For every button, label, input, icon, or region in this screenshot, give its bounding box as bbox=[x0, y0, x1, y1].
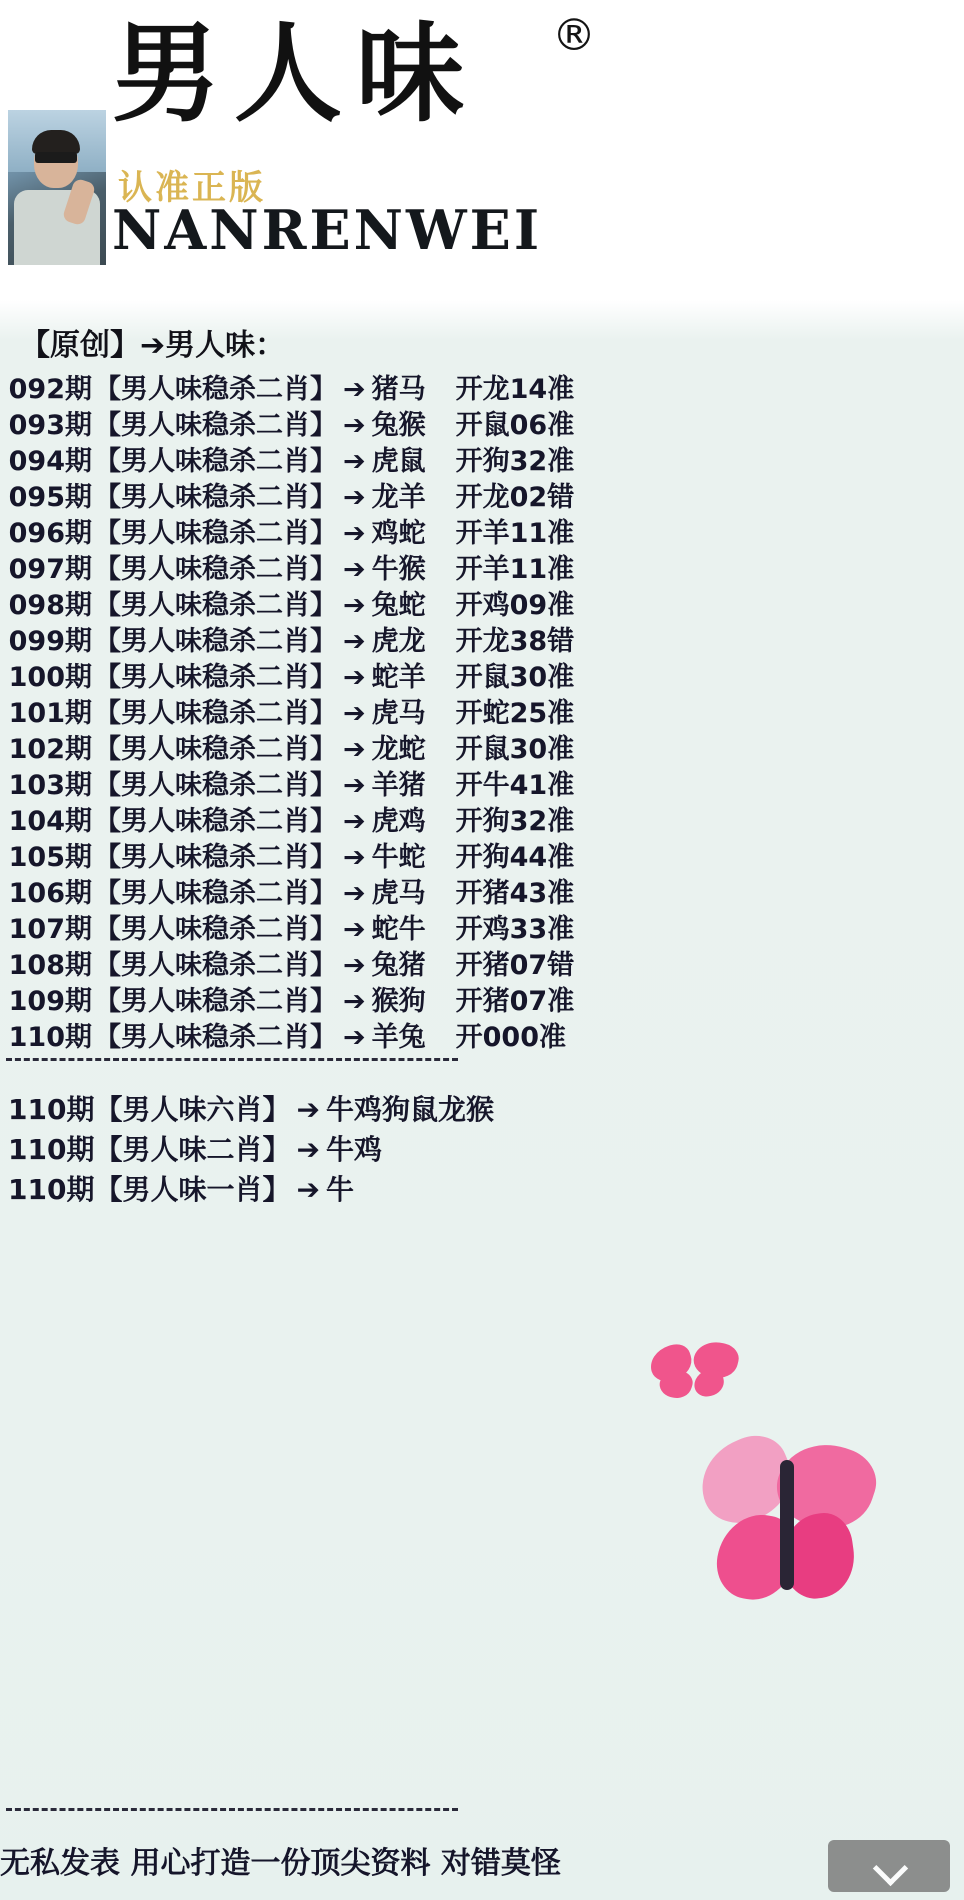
row-tag: 【男人味稳杀二肖】 bbox=[94, 950, 337, 981]
table-row bbox=[0, 408, 964, 444]
summary-pick: 牛鸡 bbox=[325, 1133, 382, 1166]
row-issue: 098期 bbox=[8, 590, 92, 621]
row-tag: 【男人味稳杀二肖】 bbox=[94, 842, 337, 873]
table-row bbox=[0, 768, 964, 804]
row-tag: 【男人味稳杀二肖】 bbox=[94, 446, 337, 477]
butterfly-icon bbox=[650, 1340, 740, 1410]
row-pick: 虎鼠 bbox=[371, 446, 426, 477]
table-row bbox=[0, 876, 964, 912]
row-result: 开猪43准 bbox=[455, 878, 575, 909]
table-row bbox=[0, 1020, 964, 1056]
arrow-icon: ➔ bbox=[296, 1093, 320, 1126]
row-pick: 龙羊 bbox=[371, 482, 426, 513]
row-result: 开狗44准 bbox=[455, 842, 575, 873]
row-pick: 兔蛇 bbox=[371, 590, 426, 621]
row-result: 开000准 bbox=[455, 1022, 566, 1053]
row-issue: 106期 bbox=[8, 878, 92, 909]
row-tag: 【男人味稳杀二肖】 bbox=[94, 554, 337, 585]
table-row bbox=[0, 840, 964, 876]
summary-list bbox=[0, 1090, 964, 1210]
summary-tag: 【男人味六肖】 bbox=[94, 1093, 291, 1126]
butterfly-icon bbox=[700, 1440, 880, 1640]
arrow-icon: ➔ bbox=[343, 518, 366, 549]
row-issue: 108期 bbox=[8, 950, 92, 981]
row-issue: 094期 bbox=[8, 446, 92, 477]
table-row bbox=[0, 660, 964, 696]
summary-issue: 110期 bbox=[8, 1173, 95, 1206]
row-issue: 099期 bbox=[8, 626, 92, 657]
avatar bbox=[8, 110, 106, 265]
row-issue: 104期 bbox=[8, 806, 92, 837]
summary-issue: 110期 bbox=[8, 1133, 95, 1166]
avatar-hair bbox=[32, 130, 80, 154]
site-header bbox=[0, 0, 964, 290]
list-item bbox=[0, 1130, 964, 1170]
sunglasses-icon bbox=[35, 152, 77, 163]
row-tag: 【男人味稳杀二肖】 bbox=[94, 914, 337, 945]
row-issue: 109期 bbox=[8, 986, 92, 1017]
row-result: 开龙38错 bbox=[455, 626, 575, 657]
row-pick: 蛇牛 bbox=[371, 914, 426, 945]
arrow-icon: ➔ bbox=[343, 734, 366, 765]
row-pick: 龙蛇 bbox=[371, 734, 426, 765]
row-issue: 103期 bbox=[8, 770, 92, 801]
table-row bbox=[0, 372, 964, 408]
section-divider bbox=[6, 1058, 458, 1061]
summary-tag: 【男人味二肖】 bbox=[94, 1133, 291, 1166]
table-row bbox=[0, 444, 964, 480]
row-tag: 【男人味稳杀二肖】 bbox=[94, 986, 337, 1017]
registered-trademark-icon: ® bbox=[552, 10, 596, 61]
row-issue: 092期 bbox=[8, 374, 92, 405]
row-tag: 【男人味稳杀二肖】 bbox=[94, 770, 337, 801]
arrow-icon: ➔ bbox=[343, 1022, 366, 1053]
table-row bbox=[0, 984, 964, 1020]
summary-issue: 110期 bbox=[8, 1093, 95, 1126]
row-result: 开龙02错 bbox=[455, 482, 575, 513]
row-pick: 蛇羊 bbox=[371, 662, 426, 693]
row-pick: 虎龙 bbox=[371, 626, 426, 657]
row-tag: 【男人味稳杀二肖】 bbox=[94, 590, 337, 621]
row-tag: 【男人味稳杀二肖】 bbox=[94, 374, 337, 405]
table-row bbox=[0, 480, 964, 516]
row-pick: 虎鸡 bbox=[371, 806, 426, 837]
table-row bbox=[0, 696, 964, 732]
table-row bbox=[0, 552, 964, 588]
page-title: 【原创】➔男人味： bbox=[20, 328, 286, 363]
list-item bbox=[0, 1090, 964, 1130]
arrow-icon: ➔ bbox=[343, 554, 366, 585]
row-tag: 【男人味稳杀二肖】 bbox=[94, 806, 337, 837]
row-result: 开鸡33准 bbox=[455, 914, 575, 945]
row-result: 开龙14准 bbox=[455, 374, 575, 405]
arrow-icon: ➔ bbox=[343, 374, 366, 405]
row-issue: 100期 bbox=[8, 662, 92, 693]
arrow-icon: ➔ bbox=[343, 842, 366, 873]
row-result: 开蛇25准 bbox=[455, 698, 575, 729]
arrow-icon: ➔ bbox=[343, 590, 366, 621]
arrow-icon: ➔ bbox=[343, 410, 366, 441]
row-result: 开猪07错 bbox=[455, 950, 575, 981]
row-pick: 虎马 bbox=[371, 698, 426, 729]
table-row bbox=[0, 804, 964, 840]
row-pick: 羊兔 bbox=[371, 1022, 426, 1053]
summary-tag: 【男人味一肖】 bbox=[94, 1173, 291, 1206]
arrow-icon: ➔ bbox=[343, 950, 366, 981]
footer-divider bbox=[6, 1808, 458, 1811]
row-result: 开鸡09准 bbox=[455, 590, 575, 621]
arrow-icon: ➔ bbox=[343, 662, 366, 693]
arrow-icon: ➔ bbox=[296, 1173, 320, 1206]
arrow-icon: ➔ bbox=[296, 1133, 320, 1166]
row-result: 开狗32准 bbox=[455, 806, 575, 837]
summary-pick: 牛 bbox=[325, 1173, 354, 1206]
row-tag: 【男人味稳杀二肖】 bbox=[94, 410, 337, 441]
row-pick: 牛蛇 bbox=[371, 842, 426, 873]
row-result: 开鼠30准 bbox=[455, 662, 575, 693]
arrow-icon: ➔ bbox=[343, 698, 366, 729]
arrow-icon: ➔ bbox=[343, 806, 366, 837]
row-result: 开鼠30准 bbox=[455, 734, 575, 765]
row-issue: 097期 bbox=[8, 554, 92, 585]
row-tag: 【男人味稳杀二肖】 bbox=[94, 734, 337, 765]
row-issue: 102期 bbox=[8, 734, 92, 765]
arrow-icon: ➔ bbox=[343, 770, 366, 801]
table-row bbox=[0, 516, 964, 552]
row-result: 开鼠06准 bbox=[455, 410, 575, 441]
arrow-icon: ➔ bbox=[343, 986, 366, 1017]
table-row bbox=[0, 948, 964, 984]
row-result: 开猪07准 bbox=[455, 986, 575, 1017]
row-pick: 猪马 bbox=[371, 374, 426, 405]
row-pick: 羊猪 bbox=[371, 770, 426, 801]
row-tag: 【男人味稳杀二肖】 bbox=[94, 698, 337, 729]
row-issue: 096期 bbox=[8, 518, 92, 549]
row-issue: 110期 bbox=[8, 1022, 92, 1053]
row-tag: 【男人味稳杀二肖】 bbox=[94, 482, 337, 513]
row-tag: 【男人味稳杀二肖】 bbox=[94, 662, 337, 693]
logo-chinese-title: 男人味 bbox=[112, 12, 479, 137]
arrow-icon: ➔ bbox=[343, 482, 366, 513]
row-tag: 【男人味稳杀二肖】 bbox=[94, 626, 337, 657]
row-result: 开狗32准 bbox=[455, 446, 575, 477]
row-tag: 【男人味稳杀二肖】 bbox=[94, 878, 337, 909]
table-row bbox=[0, 732, 964, 768]
row-result: 开牛41准 bbox=[455, 770, 575, 801]
arrow-icon: ➔ bbox=[343, 446, 366, 477]
row-pick: 鸡蛇 bbox=[371, 518, 426, 549]
row-pick: 牛猴 bbox=[371, 554, 426, 585]
scroll-down-button[interactable] bbox=[828, 1840, 950, 1892]
row-issue: 101期 bbox=[8, 698, 92, 729]
table-row bbox=[0, 624, 964, 660]
footer-note: 无私发表 用心打造一份顶尖资料 对错莫怪 bbox=[0, 1846, 561, 1881]
row-tag: 【男人味稳杀二肖】 bbox=[94, 1022, 337, 1053]
row-result: 开羊11准 bbox=[455, 554, 575, 585]
row-pick: 虎马 bbox=[371, 878, 426, 909]
arrow-icon: ➔ bbox=[343, 878, 366, 909]
row-pick: 兔猪 bbox=[371, 950, 426, 981]
table-row bbox=[0, 588, 964, 624]
arrow-icon: ➔ bbox=[343, 626, 366, 657]
table-row bbox=[0, 912, 964, 948]
summary-pick: 牛鸡狗鼠龙猴 bbox=[325, 1093, 494, 1126]
row-issue: 107期 bbox=[8, 914, 92, 945]
row-issue: 093期 bbox=[8, 410, 92, 441]
prediction-list bbox=[0, 372, 964, 1056]
row-issue: 105期 bbox=[8, 842, 92, 873]
logo-subtitle: 认准正版 bbox=[118, 168, 266, 208]
arrow-icon: ➔ bbox=[343, 914, 366, 945]
logo-english-title: NANRENWEI bbox=[112, 198, 543, 262]
row-result: 开羊11准 bbox=[455, 518, 575, 549]
row-issue: 095期 bbox=[8, 482, 92, 513]
chevron-down-icon bbox=[873, 1851, 908, 1886]
list-item bbox=[0, 1170, 964, 1210]
row-tag: 【男人味稳杀二肖】 bbox=[94, 518, 337, 549]
row-pick: 猴狗 bbox=[371, 986, 426, 1017]
row-pick: 兔猴 bbox=[371, 410, 426, 441]
